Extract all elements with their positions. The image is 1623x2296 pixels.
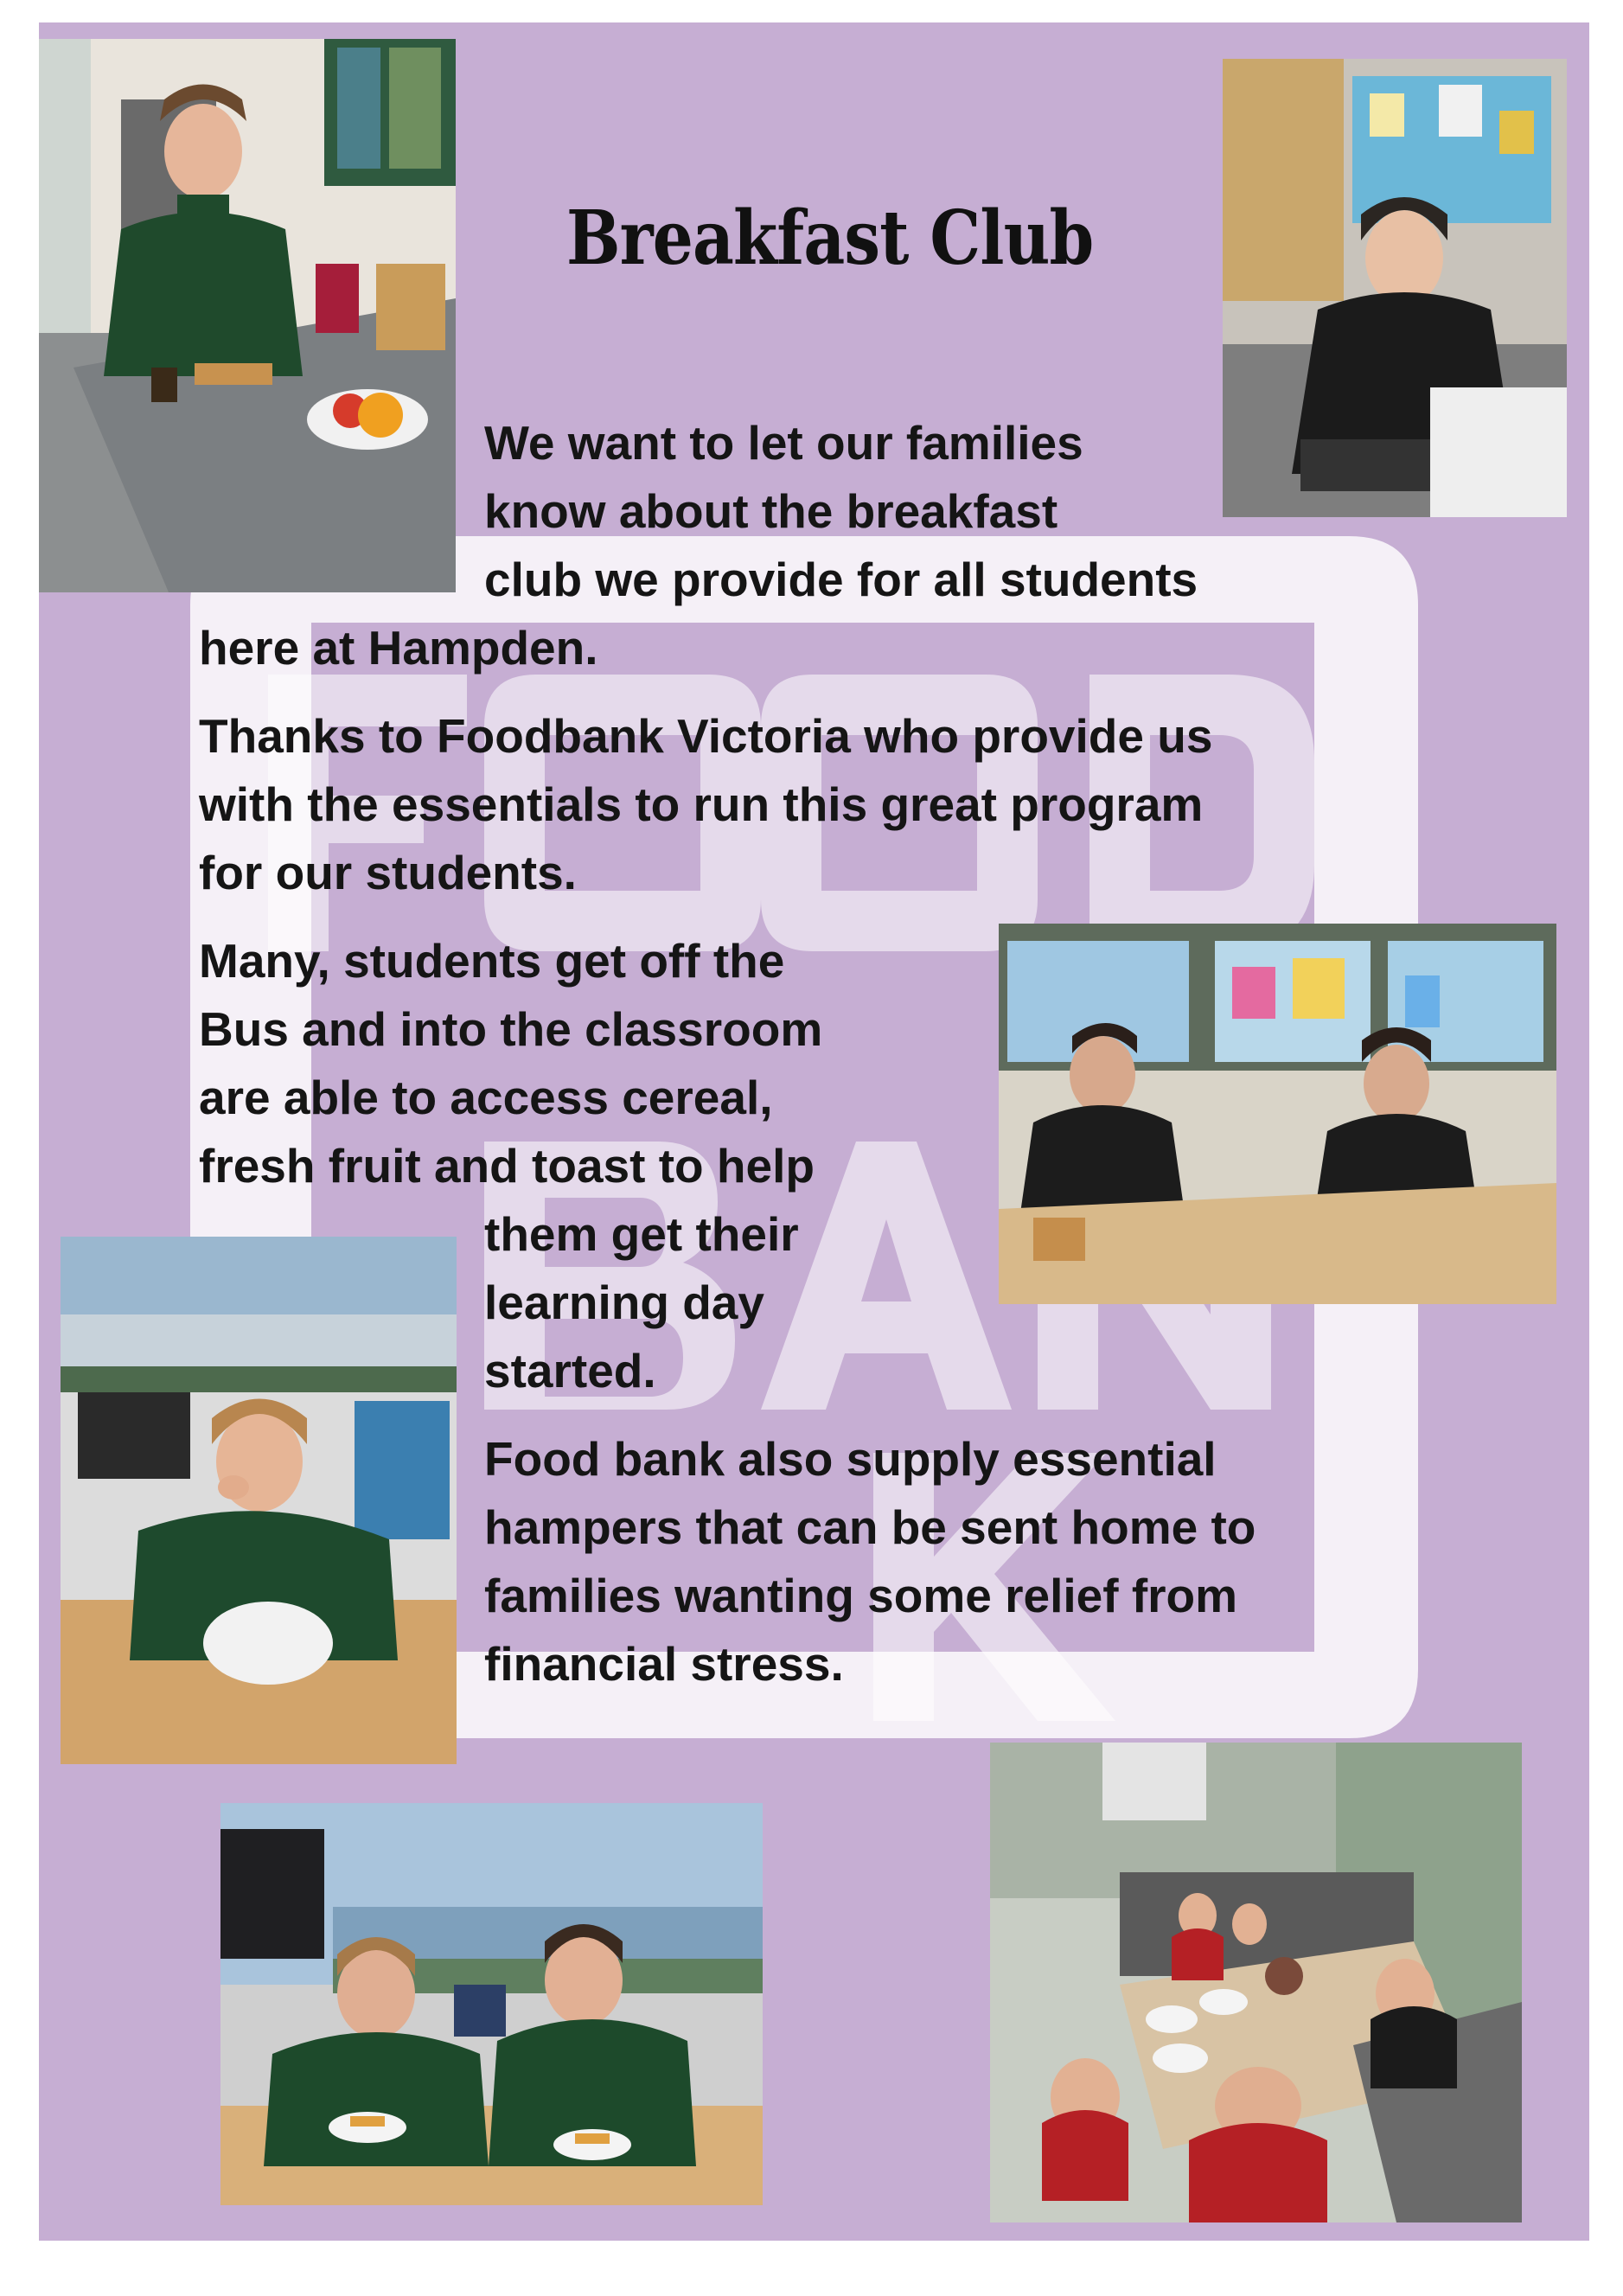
paragraph-1-line-4: here at Hampden.	[199, 621, 598, 675]
photo-student-kitchen-bench	[39, 39, 456, 592]
paragraph-3-line-5: them get their	[484, 1207, 799, 1261]
paragraph-1-line-2: know about the breakfast	[484, 484, 1058, 538]
photo-students-thumbs-up	[999, 924, 1556, 1304]
paragraph-1-line-3: club we provide for all students	[484, 553, 1198, 606]
paragraph-3-line-4: fresh fruit and toast to help	[199, 1139, 815, 1193]
paragraph-3-line-6: learning day	[484, 1276, 764, 1329]
paragraph-4-line-4: financial stress.	[484, 1637, 844, 1691]
photo-young-students-booth	[990, 1743, 1522, 2222]
paragraph-1-line-1: We want to let our families	[484, 416, 1083, 470]
paragraph-3-line-7: started.	[484, 1344, 656, 1397]
paragraph-3-line-3: are able to access cereal,	[199, 1071, 773, 1124]
paragraph-4-line-1: Food bank also supply essential	[484, 1432, 1217, 1486]
paragraph-2-line-2: with the essentials to run this great program	[199, 777, 1204, 831]
paragraph-2-line-1: Thanks to Foodbank Victoria who provide us	[199, 709, 1213, 763]
photo-student-eating-classroom	[1223, 59, 1567, 517]
paragraph-3-line-2: Bus and into the classroom	[199, 1002, 823, 1056]
paragraph-3-line-1: Many, students get off the	[199, 934, 785, 988]
paragraph-4-line-2: hampers that can be sent home to	[484, 1500, 1256, 1554]
paragraph-4-line-3: families wanting some relief from	[484, 1569, 1238, 1622]
photo-student-eating-table	[61, 1237, 457, 1764]
page-title: Breakfast Club	[566, 195, 1094, 282]
photo-two-students-green-jumpers	[220, 1803, 763, 2205]
paragraph-2-line-3: for our students.	[199, 846, 577, 899]
